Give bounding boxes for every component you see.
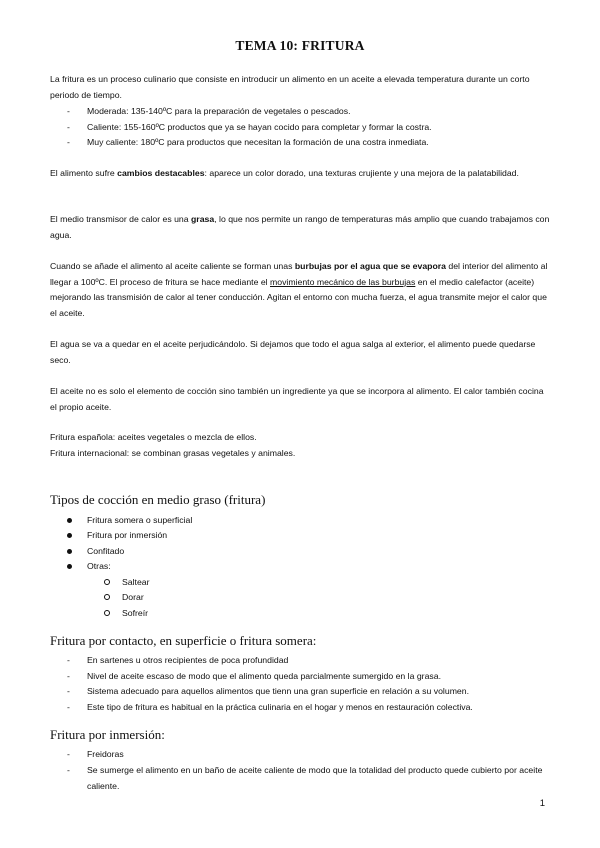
section-heading-contacto: Fritura por contacto, en superficie o fritura somera: [50,633,317,648]
intro-paragraph: La fritura es un proceso culinario que consiste en introducir un alimento en un aceite a elevada temperatura durante un corto periodo de tiempo. [50,74,530,100]
hollow-bullet-icon [104,594,110,600]
paragraph-medium: El medio transmisor de calor es una grasa, lo que nos permite un rango de temperaturas más amplio que cuando trabajamos con agua. [50,214,550,240]
fritura-espanola: Fritura española: aceites vegetales o mezcla de ellos. [50,432,257,442]
dash-marker: - [67,137,70,147]
dash-marker: - [67,655,70,665]
bullet-icon [67,533,72,538]
paragraph-changes: El alimento sufre cambios destacables: aparece un color dorado, una texturas crujiente y una mejora de la palatabilidad. [50,168,519,178]
dash-marker: - [67,122,70,132]
document-page: TEMA 10: FRITURA La fritura es un proceso culinario que consiste en introducir un alimento en un aceite a elevada temperatura durante un corto periodo de tiempo. - Moderada: 135-140ºC para la preparación de vegetales o pescados. - Caliente: 155-160ºC productos que ya se hayan cocido para completar y formar la costra. - Muy caliente: 180ºC para productos que necesitan la formación de una costra inmediata. El alimento sufre cambios destacables: aparece un color dorado, una texturas crujiente y una mejora de la palatabilidad. El medio transmisor de calor es una grasa, lo que nos permite un rango de temperaturas más amplio que cuando trabajamos con agua. Cuando se añade el alimento al aceite caliente se forman unas burbujas por el agua que se evapora del interior del alimento al llegar a 100ºC. El proceso de fritura se hace mediante el movimiento mecánico de las burbujas en el medio calefactor (aceite) mejorando las transmisión de calor al tener conducción. Agitan el entorno con mucha fuerza, el agua transmite mejor el calor que el aceite. El agua se va a quedar en el aceite perjudicándolo. Si dejamos que todo el agua salga al exterior, el alimento puede quedarse seco. El aceite no es solo el elemento de cocción sino también un ingrediente ya que se incorpora al alimento. El calor también cocina el propio aceite. Fritura española: aceites vegetales o mezcla de ellos. Fritura internacional: se combinan grasas vegetales y animales. Tipos de cocción en medio graso (fritura) Fritura somera o superficial Fritura por inmersión Confitado Otras: Saltear Dorar Sofreír Fritura por contacto, en superficie o fritura somera: - En sartenes u otros recipientes de poca profundidad - Nivel de aceite escaso de modo que el alimento queda parcialmente sumergido en la grasa. - Sistema adecuado para aquellos alimentos que tienn una gran superficie en relación a su volumen. - Este tipo de fritura es habitual en la práctica culinaria en el hogar y menos en restauración colectiva. Fritura por inmersión: - Freidoras - Se sumerge el alimento en un baño de aceite caliente de modo que la totalidad del producto quede cubierto por aceite caliente. 1 [0,0,600,848]
dash-marker: - [67,686,70,696]
hollow-bullet-icon [104,579,110,585]
paragraph-water: El agua se va a quedar en el aceite perjudicándolo. Si dejamos que todo el agua salga al exterior, el alimento puede quedarse seco. [50,339,536,365]
temp-item-text: Moderada: 135-140ºC para la preparación de vegetales o pescados. [87,106,351,116]
section-heading-inmersion: Fritura por inmersión: [50,727,165,742]
dash-marker: - [67,765,70,775]
bullet-icon [67,549,72,554]
paragraph-bubbles: Cuando se añade el alimento al aceite caliente se forman unas burbujas por el agua que se evapora del interior del alimento al llegar a 100ºC. El proceso de fritura se hace mediante el movimiento mecánico de las burbujas en el medio calefactor (aceite) mejorando las transmisión de calor al tener conducción. Agitan el entorno con mucha fuerza, el agua transmite mejor el calor que el aceite. [50,261,548,318]
page-number: 1 [539,798,545,809]
bold-text: grasa [191,214,215,224]
bullet-icon [67,564,72,569]
temp-item-text: Muy caliente: 180ºC para productos que necesitan la formación de una costra inmediata. [87,137,429,147]
paragraph-oil: El aceite no es solo el elemento de cocción sino también un ingrediente ya que se incorpora al alimento. El calor también cocina el propio aceite. [50,386,544,412]
section-heading-tipos: Tipos de cocción en medio graso (fritura) [50,492,266,507]
underlined-text: movimiento mecánico de las burbujas [270,276,416,287]
bullet-icon [67,518,72,523]
temp-item-text: Caliente: 155-160ºC productos que ya se hayan cocido para completar y formar la costra. [87,122,432,132]
dash-marker: - [67,671,70,681]
hollow-bullet-icon [104,610,110,616]
dash-marker: - [67,749,70,759]
dash-marker: - [67,106,70,116]
dash-marker: - [67,702,70,712]
page-title: TEMA 10: FRITURA [235,38,365,53]
paragraph-types [50,430,550,461]
bold-text: cambios destacables [117,168,205,178]
fritura-internacional: Fritura internacional: se combinan grasas vegetales y animales. [50,447,296,458]
bold-text: burbujas por el agua que se evapora [294,261,446,271]
